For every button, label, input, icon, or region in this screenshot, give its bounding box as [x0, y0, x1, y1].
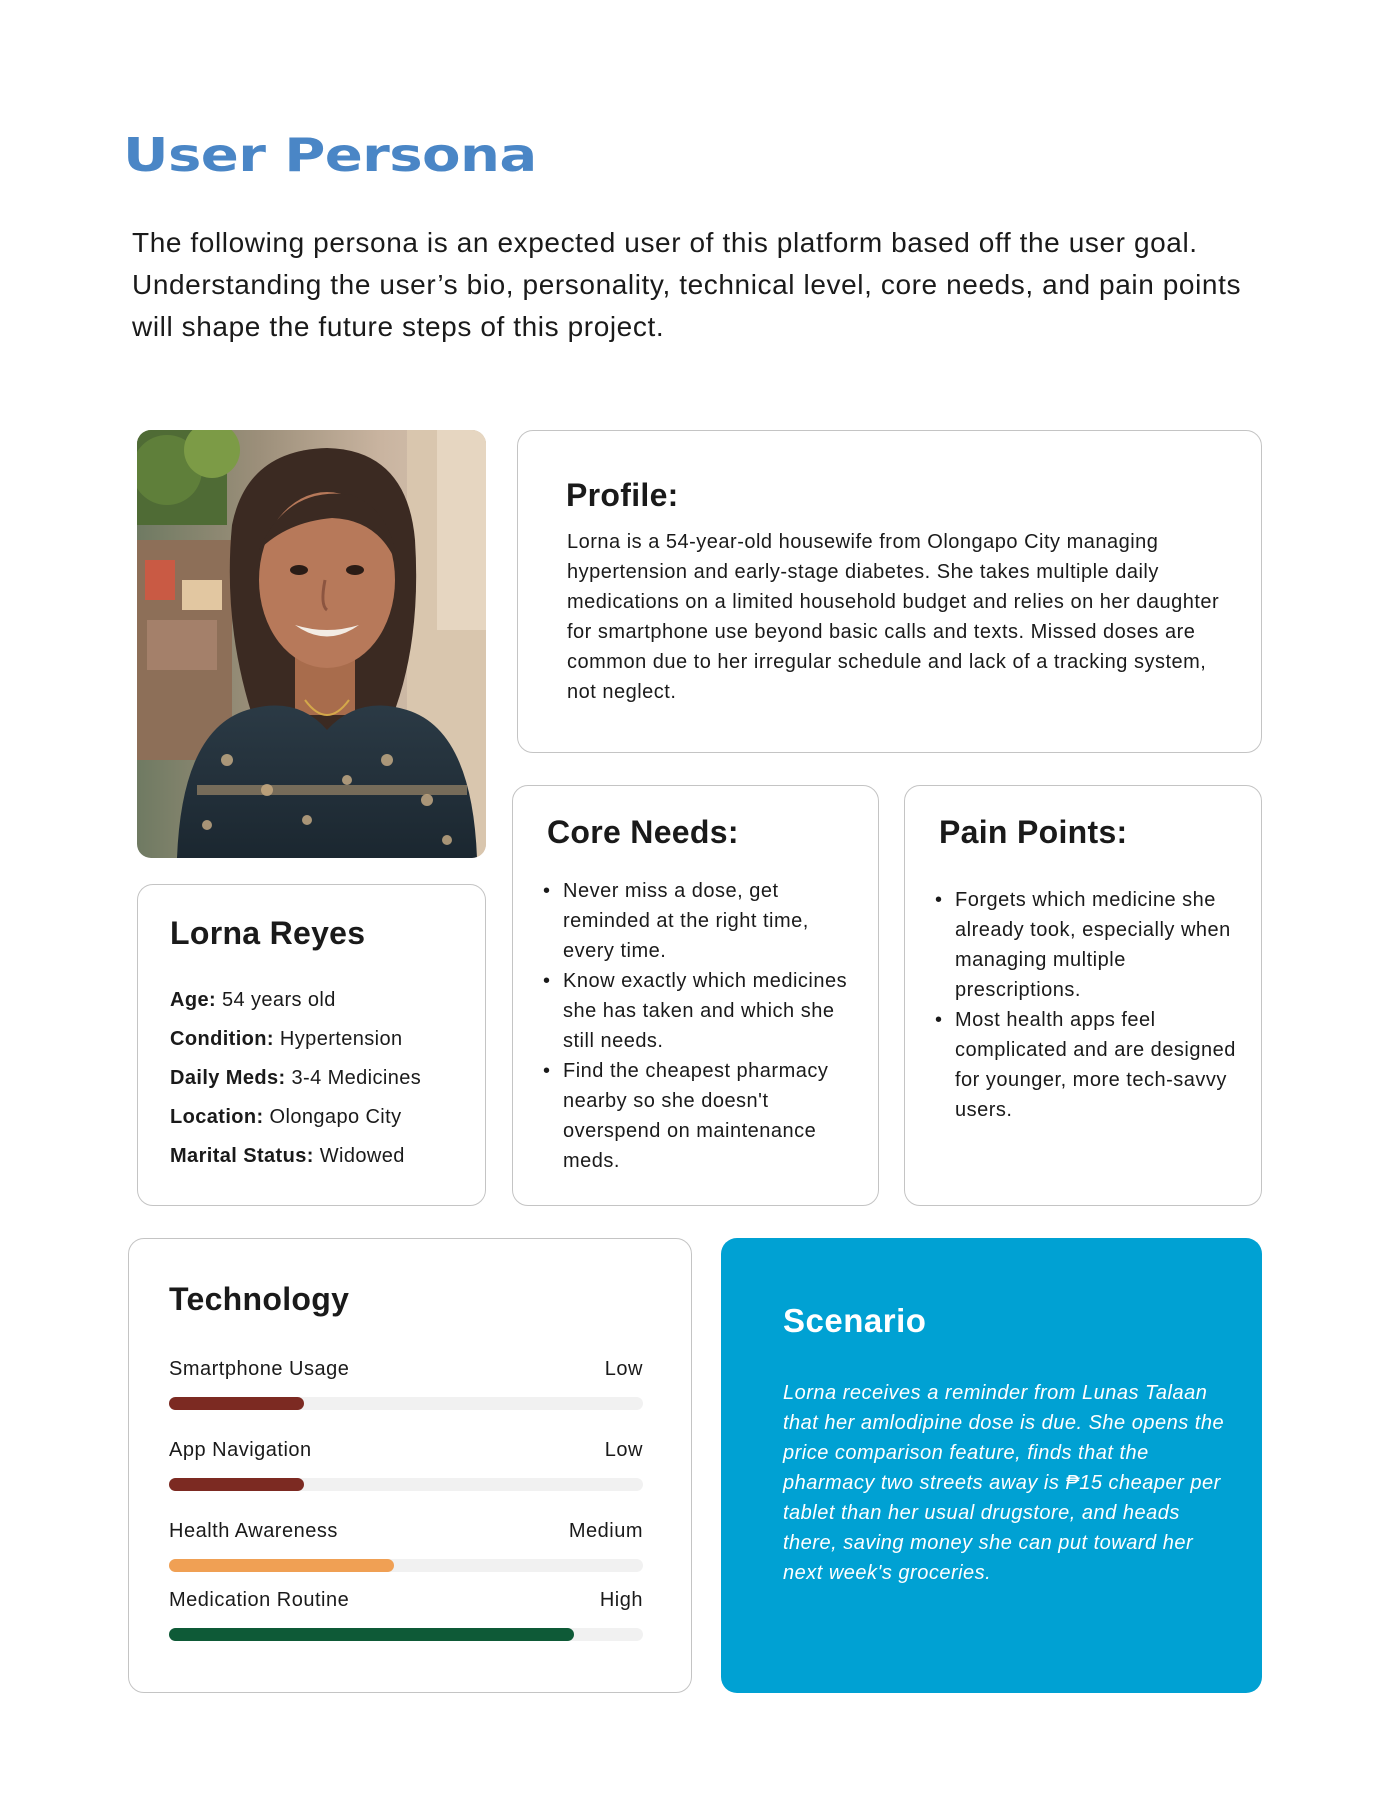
meter-fill	[169, 1628, 574, 1641]
fact-condition: Condition: Hypertension	[170, 1028, 403, 1050]
meter-level: Low	[604, 1358, 643, 1380]
technology-card	[128, 1238, 692, 1693]
list-item: • Find the cheapest pharmacy nearby so she doesn't overspend on maintenance meds.	[543, 1056, 863, 1176]
meter-health-awareness	[169, 1519, 643, 1572]
persona-portrait-image	[137, 430, 486, 858]
persona-photo	[137, 430, 486, 858]
meter-level: High	[599, 1589, 643, 1611]
meter-track	[169, 1478, 643, 1491]
pain-points-list	[935, 885, 1245, 1125]
profile-card	[517, 430, 1262, 753]
list-item: • Never miss a dose, get reminded at the right time, every time.	[543, 876, 863, 966]
meter-smartphone-usage	[169, 1357, 643, 1410]
profile-text: Lorna is a 54-year-old housewife from Olongapo City managing hypertension and early-stage diabetes. She takes multiple daily medications on a limited household budget and relies on her daughter for smartphone use beyond basic calls and texts. Missed doses are common due to her irregular schedule and lack of a tracking system, not neglect.	[567, 531, 1220, 703]
intro-paragraph: The following persona is an expected user of this platform based off the user goal. Understanding the user’s bio, personality, technical level, core needs, and pain points will shape the future steps of this project.	[132, 227, 1242, 342]
profile-heading: Profile:	[566, 477, 679, 513]
core-needs-card	[512, 785, 879, 1206]
scenario-card	[721, 1238, 1262, 1693]
meter-level: Medium	[568, 1520, 643, 1542]
persona-info-card	[137, 884, 486, 1206]
meter-label: App Navigation	[169, 1439, 312, 1461]
page-title: User Persona	[123, 128, 537, 182]
core-needs-list	[543, 876, 863, 1176]
list-item: • Forgets which medicine she already took, especially when managing multiple prescriptions.	[935, 885, 1245, 1005]
scenario-text: Lorna receives a reminder from Lunas Talaan that her amlodipine dose is due. She opens the price comparison feature, finds that the pharmacy two streets away is ₱15 cheaper per tablet than her usual drugstore, and heads there, saving money she can put toward her next week's groceries.	[783, 1382, 1225, 1584]
scenario-heading: Scenario	[783, 1302, 927, 1339]
fact-daily-meds: Daily Meds: 3-4 Medicines	[170, 1067, 422, 1089]
meter-label: Medication Routine	[169, 1589, 350, 1611]
fact-marital-status: Marital Status: Widowed	[170, 1145, 405, 1167]
technology-heading: Technology	[169, 1281, 350, 1317]
list-item: • Know exactly which medicines she has taken and which she still needs.	[543, 966, 863, 1056]
meter-fill	[169, 1559, 394, 1572]
meter-fill	[169, 1397, 304, 1410]
fact-location: Location: Olongapo City	[170, 1106, 402, 1128]
persona-facts	[170, 981, 421, 1176]
meter-fill	[169, 1478, 304, 1491]
fact-age: Age: 54 years old	[170, 989, 336, 1011]
meter-track	[169, 1559, 643, 1572]
meter-medication-routine	[169, 1588, 643, 1641]
meter-app-navigation	[169, 1438, 643, 1491]
list-item: • Most health apps feel complicated and are designed for younger, more tech-savvy users.	[935, 1005, 1245, 1125]
meter-level: Low	[604, 1439, 643, 1461]
core-needs-heading: Core Needs:	[547, 814, 739, 850]
persona-name: Lorna Reyes	[170, 915, 366, 951]
meter-label: Health Awareness	[169, 1520, 338, 1542]
meter-label: Smartphone Usage	[169, 1358, 350, 1380]
meter-track	[169, 1397, 643, 1410]
pain-points-heading: Pain Points:	[939, 814, 1128, 850]
pain-points-card	[904, 785, 1262, 1206]
meter-track	[169, 1628, 643, 1641]
